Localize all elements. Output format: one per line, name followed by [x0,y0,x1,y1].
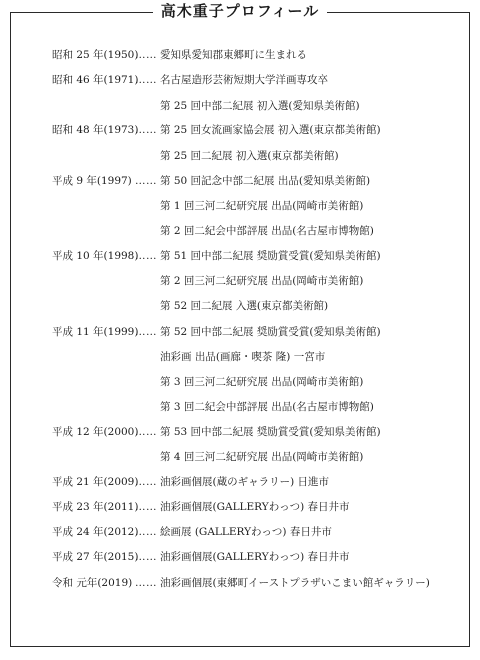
profile-entry [0,46,480,64]
profile-entry [0,121,480,139]
entry-date: 平成 9 年(1997) [52,175,132,187]
entry-text: 第 50 回記念中部二紀展 出品(愛知県美術館) [160,175,371,187]
entry-leader-dots: …… [135,577,157,589]
profile-entry [0,323,480,341]
entry-date: 平成 11 年(1999) [52,326,139,338]
entry-text: 第 1 回三河二紀研究展 出品(岡崎市美術館) [160,200,364,212]
entry-text: 第 52 回二紀展 入選(東京都美術館) [160,300,329,312]
entry-text: 第 25 回女流画家協会展 初入選(東京都美術館) [160,124,381,136]
entry-date: 平成 12 年(2000) [52,426,139,438]
entry-text: 第 51 回中部二紀展 奨励賞受賞(愛知県美術館) [160,250,381,262]
entry-date: 平成 10 年(1998) [52,250,139,262]
profile-entry [0,197,480,215]
page-title: 高木重子プロフィール [0,0,480,21]
entry-text: 第 25 回二紀展 初入選(東京都美術館) [160,150,339,162]
entry-leader-dots: …… [135,124,157,136]
entry-date: 平成 27 年(2015) [52,551,139,563]
profile-entry [0,548,480,566]
profile-entry [0,398,480,416]
profile-entry [0,147,480,165]
entry-text: 第 4 回三河二紀研究展 出品(岡崎市美術館) [160,451,364,463]
entry-leader-dots: …… [135,49,157,61]
profile-entry [0,574,480,592]
entry-date: 平成 24 年(2012) [52,526,139,538]
profile-entry [0,272,480,290]
entry-text: 油彩画個展(蔵のギャラリー) 日進市 [160,476,330,488]
entry-date: 令和 元年(2019) [52,577,133,589]
entry-leader-dots: …… [135,526,157,538]
entry-text: 油彩画個展(東郷町イーストプラザいこまい館ギャラリー) [160,577,430,589]
profile-entry [0,222,480,240]
entry-leader-dots: …… [135,326,157,338]
entry-date: 平成 21 年(2009) [52,476,139,488]
entry-leader-dots: …… [135,250,157,262]
profile-entry [0,473,480,491]
entry-text: 油彩画個展(GALLERYわっつ) 春日井市 [160,501,350,513]
profile-entry [0,172,480,190]
entry-leader-dots: …… [135,476,157,488]
entry-leader-dots: …… [135,74,157,86]
entry-text: 第 53 回中部二紀展 奨励賞受賞(愛知県美術館) [160,426,381,438]
profile-entry [0,523,480,541]
entry-date: 昭和 48 年(1973) [52,124,139,136]
entry-text: 第 3 回三河二紀研究展 出品(岡崎市美術館) [160,376,364,388]
entry-text: 油彩画 出品(画廊・喫茶 隆) 一宮市 [160,351,326,363]
entry-text: 油彩画個展(GALLERYわっつ) 春日井市 [160,551,350,563]
profile-entry [0,97,480,115]
profile-entry [0,71,480,89]
entry-date: 平成 23 年(2011) [52,501,139,513]
entry-leader-dots: …… [135,501,157,513]
profile-entry [0,448,480,466]
entry-text: 絵画展 (GALLERYわっつ) 春日井市 [160,526,332,538]
entry-text: 第 3 回二紀会中部評展 出品(名古屋市博物館) [160,401,374,413]
entry-text: 第 25 回中部二紀展 初入選(愛知県美術館) [160,100,360,112]
entry-date: 昭和 25 年(1950) [52,49,139,61]
entry-date: 昭和 46 年(1971) [52,74,139,86]
profile-entry [0,498,480,516]
entry-text: 第 2 回三河二紀研究展 出品(岡崎市美術館) [160,275,364,287]
entry-leader-dots: …… [135,426,157,438]
entry-leader-dots: …… [135,175,157,187]
profile-entry [0,373,480,391]
entry-text: 愛知県愛知郡東郷町に生まれる [160,49,307,61]
profile-entry [0,348,480,366]
profile-entry [0,423,480,441]
entry-leader-dots: …… [135,551,157,563]
profile-entry [0,247,480,265]
entry-text: 第 52 回中部二紀展 奨励賞受賞(愛知県美術館) [160,326,381,338]
entry-text: 名古屋造形芸術短期大学洋画専攻卒 [160,74,328,86]
entry-text: 第 2 回二紀会中部評展 出品(名古屋市博物館) [160,225,374,237]
profile-entry [0,297,480,315]
